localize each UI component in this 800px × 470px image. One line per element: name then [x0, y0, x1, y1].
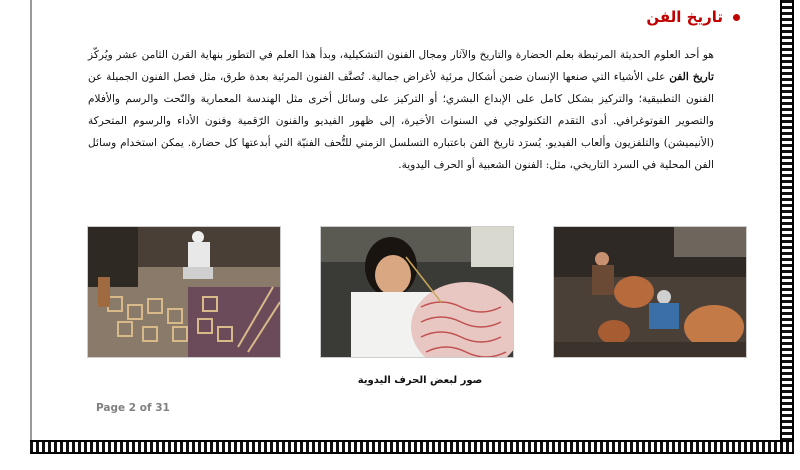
body-text-end: على الأشياء التي صنعها الإنسان ضمن أشكال مرئية لأغراض جمالية. تُصنَّف الفنون المرئية بعدة طرق، مثل فصل الفنون الجميلة عن الفنون التطبيقية؛ والتركيز بشكل كامل على الإبداع البشري؛ أو التركيز على وسائل أخرى مثل الهندسة المعمارية والنّحت والرسم والأفلام والتصوير الفوتوغرافي. أدى التقدم التكنولوجي في السنوات الأخيرة، إلى ظهور الفيديو والفنون الرّقمية وفنون الأداء والرسوم المتحركة (الأنيميشن) والتلفزيون وألعاب الفيديو. يُسرَد تاريخ الفن باعتباره التسلسل الزمني للتُّحف الفنيّة التي أبدعتها كل حضارة. يمكن استخدام وسائل الفن المحلية في السرد التاريخي، مثل: الفنون الشعبية أو الحرف اليدوية.: [88, 71, 714, 171]
body-paragraph: [88, 44, 714, 176]
photo-woodwork: [87, 226, 281, 358]
page-border-right: [780, 0, 794, 452]
bullet-icon: [733, 14, 740, 21]
photo-pottery-painting: [320, 226, 514, 358]
page-edge-left: [30, 0, 32, 440]
page-border-bottom: [30, 440, 794, 454]
figure-caption: صور لبعض الحرف اليدوية: [357, 375, 483, 386]
section-heading: [646, 8, 740, 26]
page-number: Page 2 of 31: [96, 402, 170, 414]
section-title: تاريخ الفن: [646, 8, 723, 26]
body-text-start: هو أحد العلوم الحديثة المرتبطة بعلم الحضارة والتاريخ والآثار ومجال الفنون التشكيلية، وبدأ هذا العلم في التطور بنهاية القرن الثامن عشر ويُركّز: [88, 49, 714, 61]
photo-copper-workers: [553, 226, 747, 358]
body-bold-term: تاريخ الفن: [669, 71, 714, 83]
